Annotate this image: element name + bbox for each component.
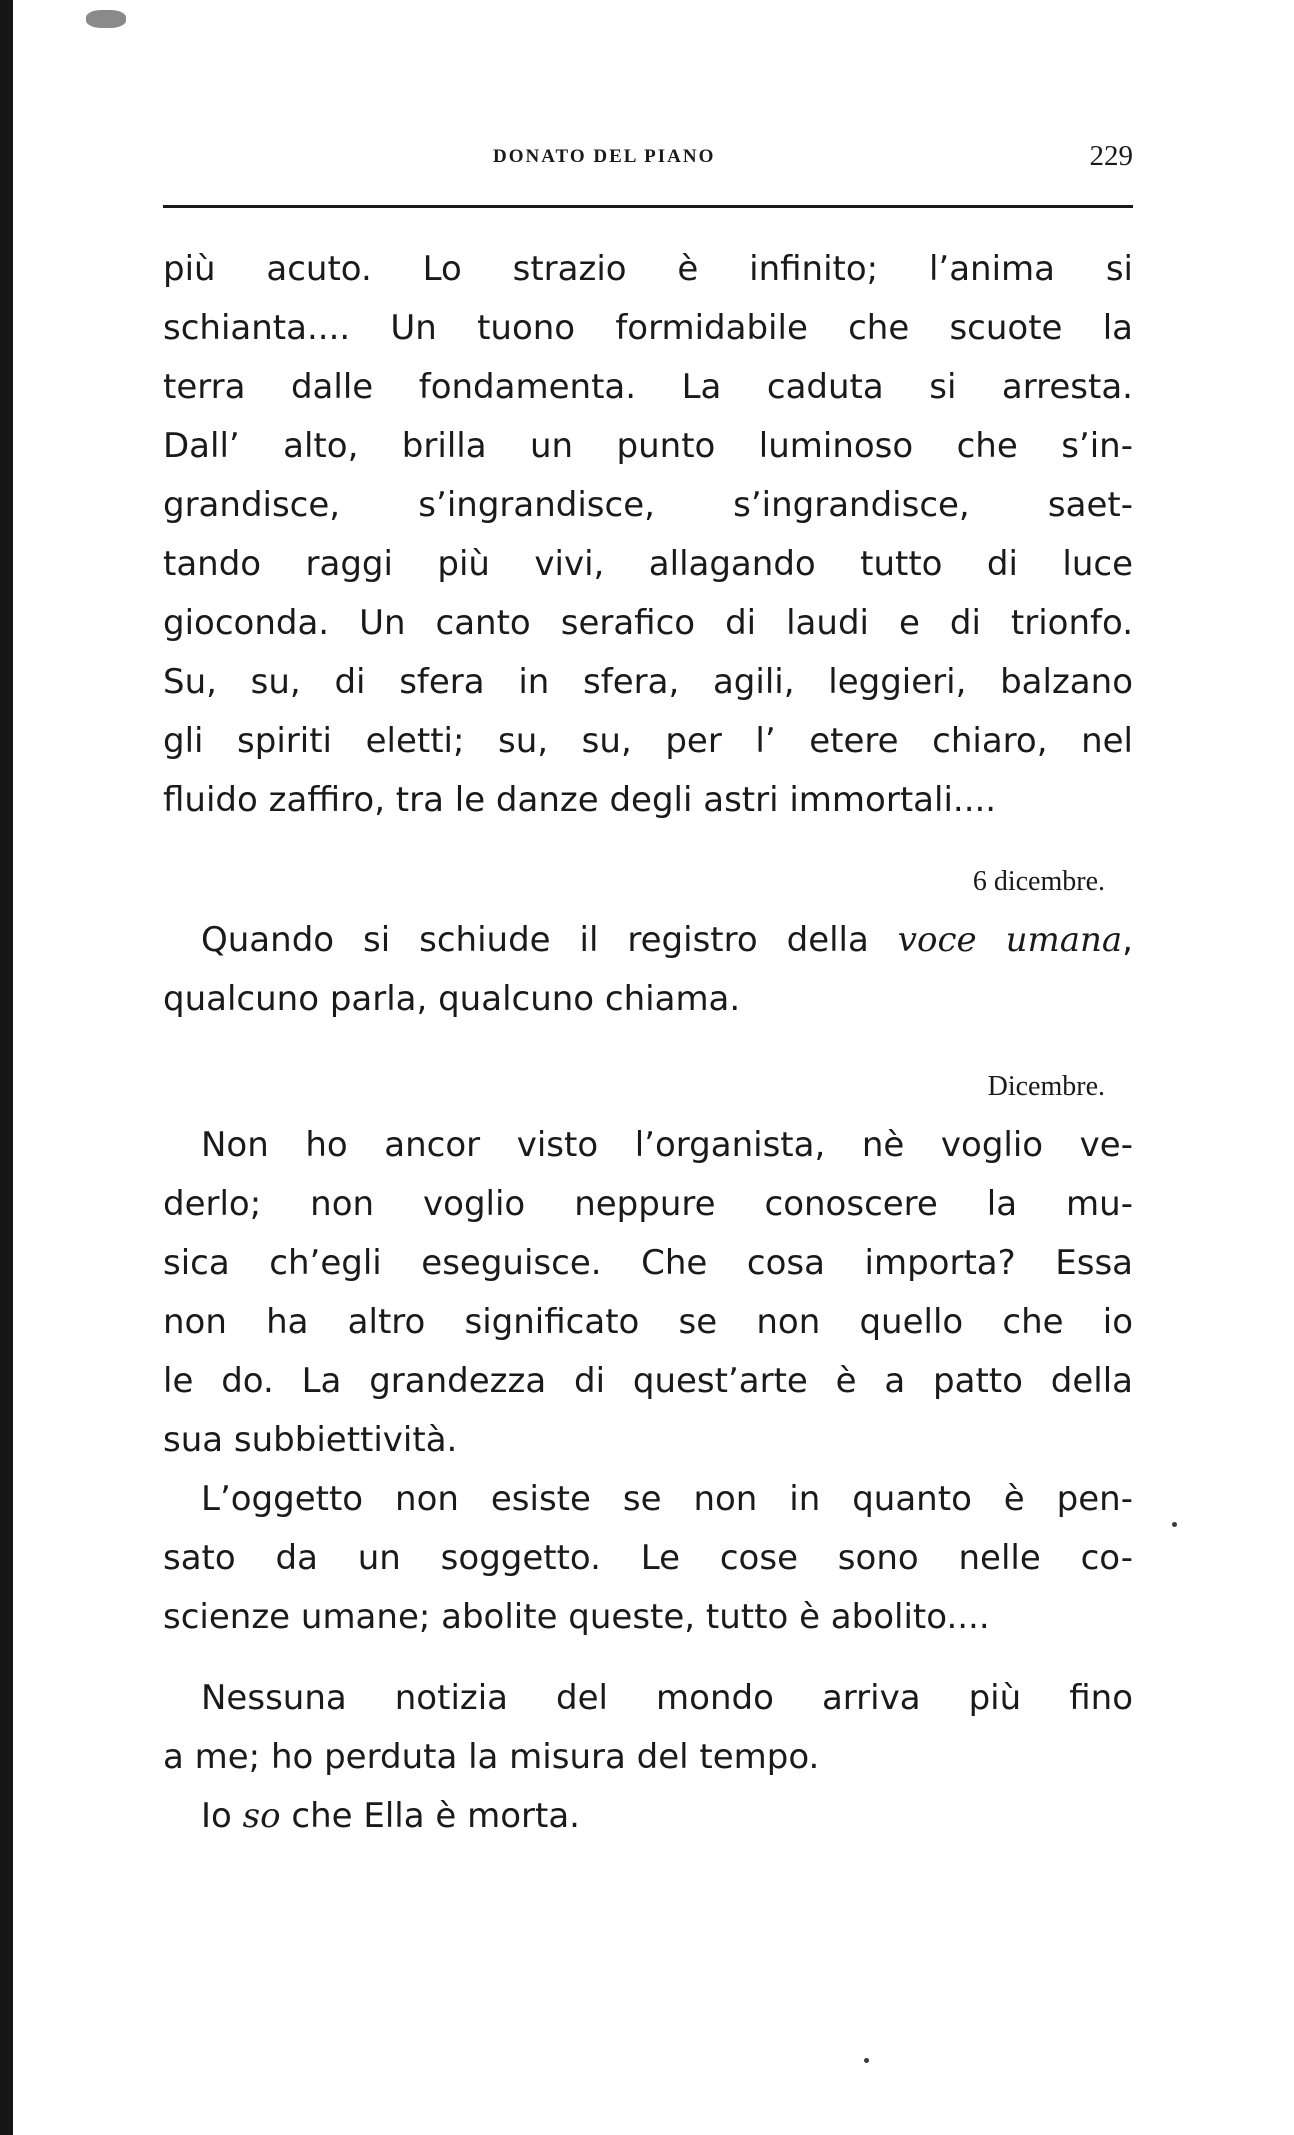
text-line: Su, su, di sfera in sfera, agili, leggieri, balzano (163, 662, 1133, 702)
text-line: gioconda. Un canto serafico di laudi e di trionfo. (163, 603, 1133, 643)
paragraph-continuation (163, 240, 1133, 830)
print-speck (864, 2058, 869, 2063)
page-header (163, 140, 1133, 186)
page-body (163, 240, 1133, 1846)
text-line: fluido zaffiro, tra le danze degli astri immortali.... (163, 780, 997, 820)
header-rule (163, 205, 1133, 208)
diary-entry (163, 911, 1133, 1029)
text-line: derlo; non voglio neppure conoscere la mu- (163, 1184, 1133, 1224)
text-line: Nessuna notizia del mondo arriva più fino (201, 1678, 1133, 1718)
text-line: Dall’ alto, brilla un punto luminoso che s’in- (163, 426, 1133, 466)
text-line: terra dalle fondamenta. La caduta si arresta. (163, 367, 1133, 407)
text-line: grandisce, s’ingrandisce, s’ingrandisce, saet- (163, 485, 1133, 525)
text-line: Quando si schiude il registro della voce umana, (201, 920, 1133, 960)
text-line: a me; ho perduta la misura del tempo. (163, 1737, 820, 1777)
text-line: più acuto. Lo strazio è infinito; l’anima si (163, 249, 1133, 289)
print-speck (1172, 1522, 1177, 1527)
text-line: Io so che Ella è morta. (201, 1796, 580, 1836)
book-binding-edge (0, 0, 13, 2135)
text-line: schianta.... Un tuono formidabile che scuote la (163, 308, 1133, 348)
entry-date: 6 dicembre. (972, 866, 1105, 897)
print-speck (86, 10, 126, 28)
text-line: non ha altro significato se non quello che io (163, 1302, 1133, 1342)
entry-date: Dicembre. (987, 1071, 1105, 1102)
text-line: sato da un soggetto. Le cose sono nelle co- (163, 1538, 1133, 1578)
italic-word: so (242, 1796, 281, 1836)
text-line: sica ch’egli eseguisce. Che cosa importa? Essa (163, 1243, 1133, 1283)
text-line: L’oggetto non esiste se non in quanto è pen- (201, 1479, 1133, 1519)
running-title: DONATO DEL PIANO (493, 146, 716, 167)
page-number: 229 (1089, 140, 1133, 172)
italic-phrase: voce umana (897, 920, 1123, 960)
text-line: le do. La grandezza di quest’arte è a patto della (163, 1361, 1133, 1401)
text-line: tando raggi più vivi, allagando tutto di luce (163, 544, 1133, 584)
text-line: qualcuno parla, qualcuno chiama. (163, 979, 741, 1019)
diary-entry (163, 1116, 1133, 1846)
text-line: sua subbiettività. (163, 1420, 458, 1460)
text-line: Non ho ancor visto l’organista, nè voglio ve- (201, 1125, 1133, 1165)
text-line: scienze umane; abolite queste, tutto è abolito.... (163, 1597, 990, 1637)
text-line: gli spiriti eletti; su, su, per l’ etere chiaro, nel (163, 721, 1133, 761)
